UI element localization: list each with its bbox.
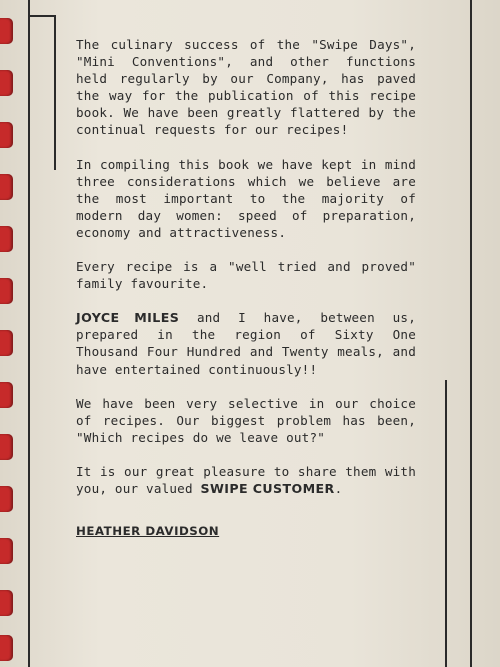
paragraph-family-favourite: Every recipe is a "well tried and proved" family favourite. xyxy=(76,259,416,292)
binding-ring xyxy=(0,174,13,200)
signature-heather: HEATHER DAVIDSON xyxy=(76,524,220,539)
paragraph-considerations: In compiling this book we have kept in mind three considerations which we believe are the most important to the majority of modern day women: speed of preparation, economy and attractiveness. xyxy=(76,156,416,240)
binding-ring xyxy=(0,330,13,356)
paragraph-pleasure xyxy=(76,463,416,497)
binding-ring xyxy=(0,122,13,148)
frame-line-top xyxy=(28,15,54,17)
spiral-binding xyxy=(0,0,24,667)
paragraph-meals-text: and I have, between us, prepared in the region of Sixty One Thousand Four Hundred and Twenty meals, and have entertained continuously!! xyxy=(76,310,416,377)
binding-ring xyxy=(0,226,13,252)
binding-ring xyxy=(0,278,13,304)
paragraph-pleasure-end: . xyxy=(334,480,343,496)
author-name-joyce: JOYCE MILES xyxy=(76,310,180,326)
paragraph-selective: We have been very selective in our choice of recipes. Our biggest problem has been, "Which recipes do we leave out?" xyxy=(76,395,416,445)
frame-line-inner-right xyxy=(445,380,447,667)
paragraph-pleasure-text: It is our great pleasure to share them with you, our valued xyxy=(76,463,416,496)
foreword-text xyxy=(76,36,416,540)
swipe-customer-emphasis: SWIPE CUSTOMER xyxy=(200,480,335,496)
binding-ring xyxy=(0,538,13,564)
paragraph-meals xyxy=(76,309,416,377)
frame-line-right xyxy=(470,0,472,667)
frame-line-left xyxy=(28,0,30,667)
binding-ring xyxy=(0,70,13,96)
binding-ring xyxy=(0,382,13,408)
paragraph-culinary-success: The culinary success of the "Swipe Days", "Mini Conventions", and other functions held regularly by our Company, has paved the way for the publication of this recipe book. We have been greatly flattered by the continual requests for our recipes! xyxy=(76,37,416,138)
binding-ring xyxy=(0,486,13,512)
binding-ring xyxy=(0,434,13,460)
binding-ring xyxy=(0,590,13,616)
binding-ring xyxy=(0,635,13,661)
frame-line-inner-left xyxy=(54,15,56,170)
binding-ring xyxy=(0,18,13,44)
